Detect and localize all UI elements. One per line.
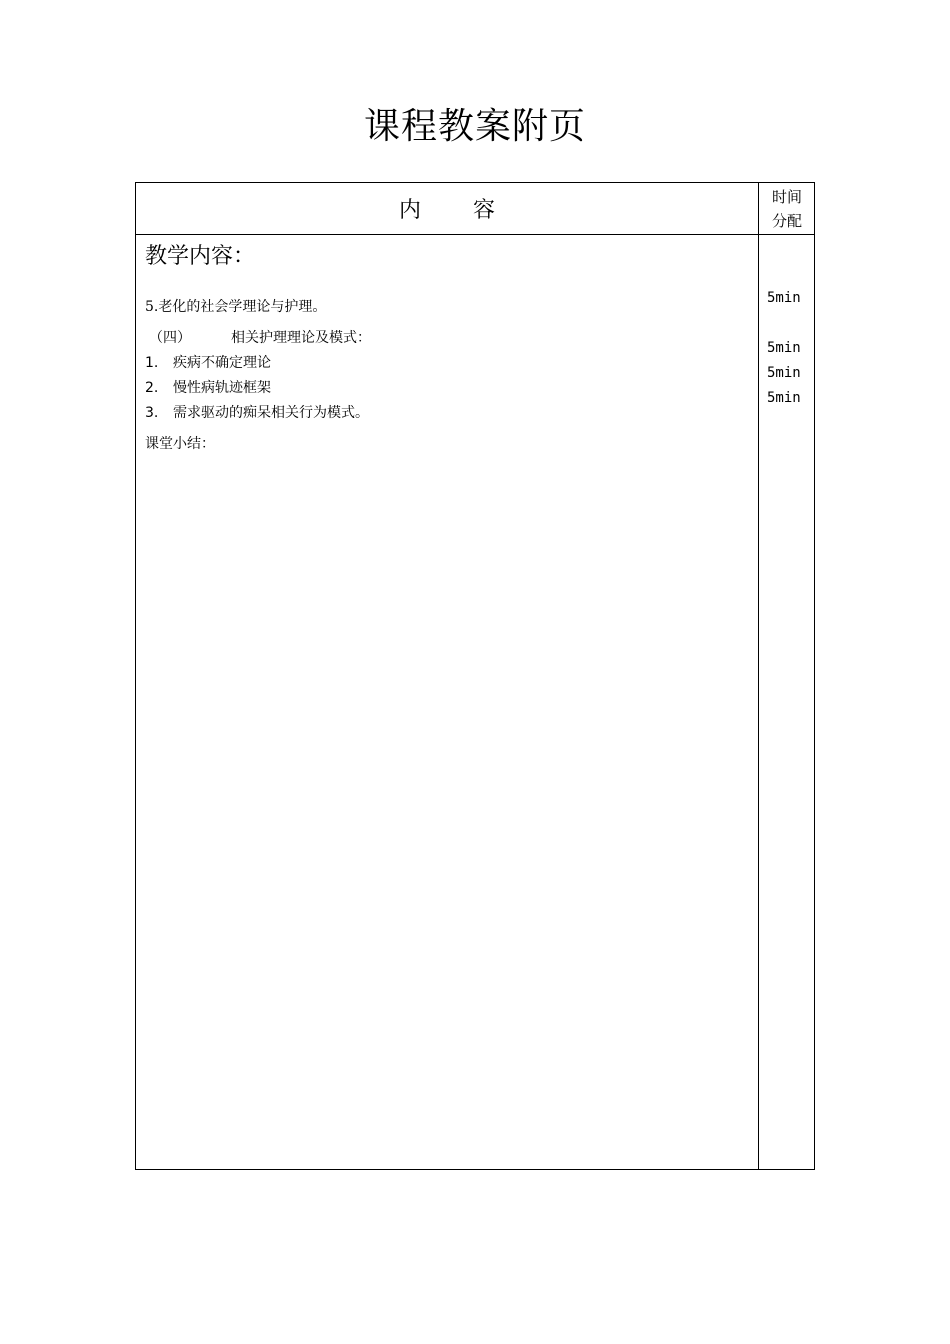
time-header-line-1: 时间: [771, 187, 802, 206]
teaching-content-heading: 教学内容：: [145, 244, 256, 269]
list-item-text: 疾病不确定理论: [173, 355, 271, 371]
subsection-label: （四）: [149, 330, 191, 346]
list-item-text: 慢性病轨迹框架: [173, 380, 271, 396]
list-item-text: 需求驱动的痴呆相关行为模式。: [173, 405, 369, 421]
item-5-line: 5.老化的社会学理论与护理。: [145, 299, 327, 315]
list-item-number: 3.: [145, 405, 159, 421]
subsection-title: 相关护理理论及模式：: [231, 330, 371, 346]
content-header-char-1: 内: [398, 198, 421, 223]
lesson-plan-table: [135, 182, 815, 1170]
header-divider: [136, 234, 814, 235]
time-header-line-2: 分配: [771, 211, 802, 230]
class-summary-label: 课堂小结：: [145, 436, 215, 452]
column-divider: [758, 183, 759, 1169]
list-item: [145, 377, 271, 397]
time-value: 5min: [767, 340, 801, 356]
time-value: 5min: [767, 365, 801, 381]
time-value: 5min: [767, 390, 801, 406]
content-header-char-2: 容: [473, 198, 496, 223]
time-allocation-header: [759, 183, 815, 234]
list-item: [145, 352, 271, 372]
content-column-header: [136, 183, 758, 234]
list-item-number: 2.: [145, 380, 159, 396]
time-value: 5min: [767, 290, 801, 306]
list-item: [145, 402, 369, 422]
page-title: 课程教案附页: [363, 106, 586, 147]
list-item-number: 1.: [145, 355, 159, 371]
